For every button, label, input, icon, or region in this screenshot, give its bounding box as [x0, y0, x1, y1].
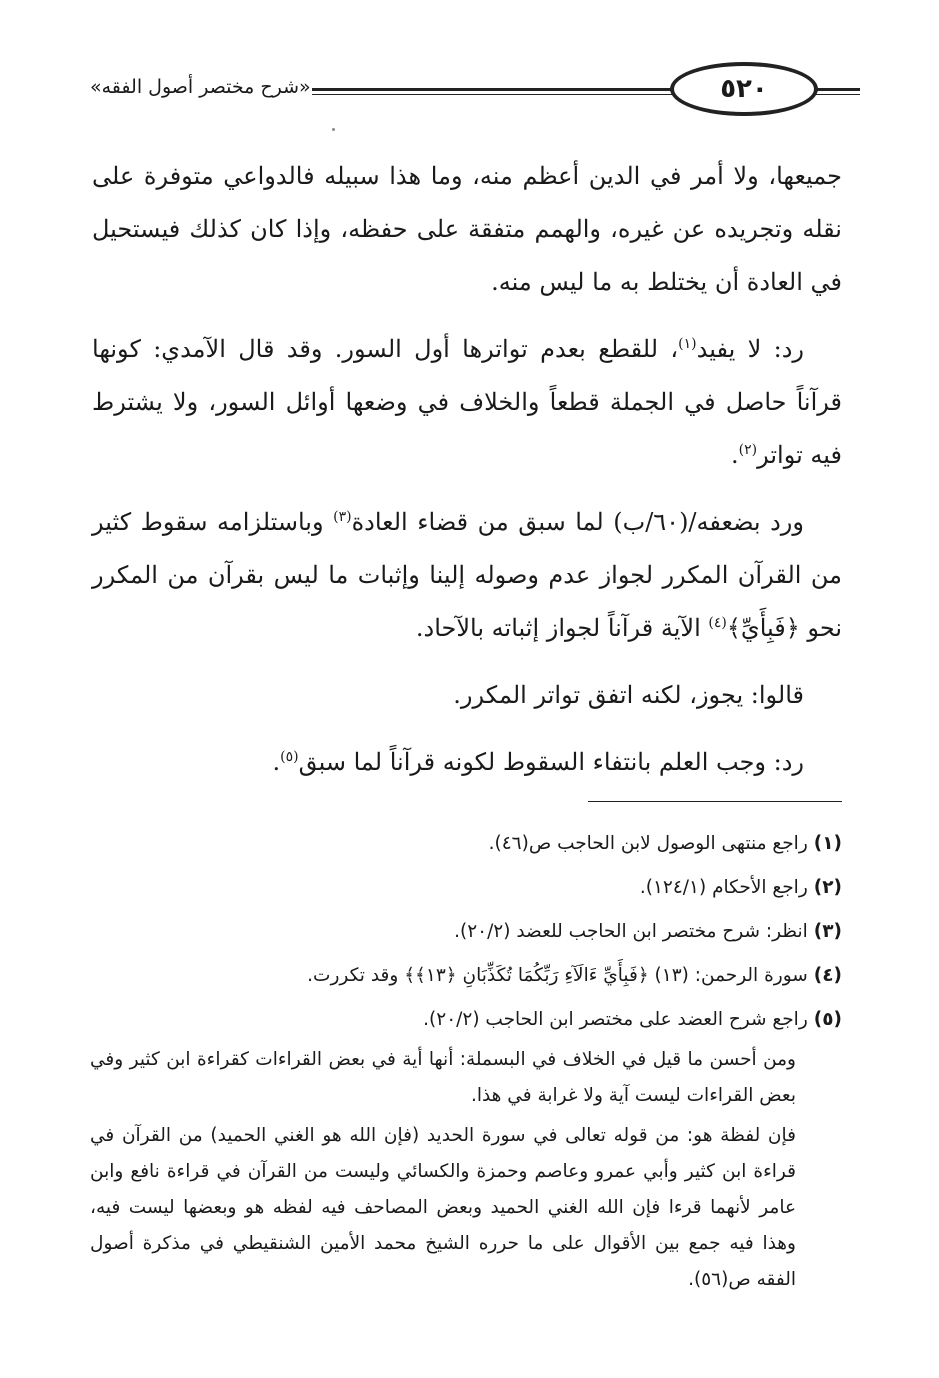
- footnote-text: سورة الرحمن: (١٣) ﴿فَبِأَيِّ ءَالَآءِ رَبِّكُمَا تُكَذِّبَانِ ﴿١٣﴾﴾ وقد تكررت.: [307, 965, 808, 986]
- running-title: «شرح مختصر أصول الفقه»: [90, 76, 311, 98]
- footnotes: [90, 822, 842, 1302]
- footnote-text: راجع شرح العضد على مختصر ابن الحاجب (٢٠/٢).: [423, 1009, 808, 1030]
- paragraph-3-part-b: وباستلزامه سقوط كثير من القرآن المكرر لجواز عدم وصوله إلينا وإثبات ما ليس بقرآن من المكرر نحو ﴿فَبِأَيِّ﴾: [92, 508, 842, 642]
- footnote-5-note: [90, 1042, 796, 1298]
- footnote-ref-5: (٥): [280, 749, 299, 765]
- paragraph-4: قالوا: يجوز، لكنه اتفق تواتر المكرر.: [453, 681, 804, 709]
- footnote-ref-2: (٢): [738, 442, 758, 458]
- footnote-text: انظر: شرح مختصر ابن الحاجب للعضد (٢٠/٢).: [454, 921, 808, 942]
- footnote-number: (٢): [813, 877, 842, 898]
- paragraph-3-part-c: الآية قرآناً لجواز إثباته بالآحاد.: [415, 614, 709, 642]
- paragraph-1: جميعها، ولا أمر في الدين أعظم منه، وما هذا سبيله فالدواعي متوفرة على نقله وتجريده عن غيره، والهمم متفقة على حفظه، وإذا كان كذلك فيستحيل في العادة أن يختلط به ما ليس منه.: [92, 162, 842, 296]
- print-speck: [332, 128, 335, 131]
- paragraph-5: [92, 736, 842, 789]
- paragraph-3: [92, 496, 842, 655]
- footnote-number: (٣): [813, 921, 842, 942]
- page-header: [90, 62, 842, 122]
- paragraph-2-part-a: رد: لا يفيد: [696, 335, 805, 363]
- main-text: [92, 150, 842, 803]
- footnote-5: [90, 998, 842, 1042]
- footnote-separator: [588, 801, 842, 802]
- paragraph-2: [92, 323, 842, 482]
- page-number: ٥٢٠: [670, 62, 818, 116]
- footnote-3: [90, 910, 842, 954]
- footnote-number: (١): [813, 833, 842, 854]
- paragraph-5-part-b: .: [272, 748, 281, 776]
- footnote-1: [90, 822, 842, 866]
- paragraph-5-part-a: رد: وجب العلم بانتفاء السقوط لكونه قرآناً لما سبق: [298, 748, 804, 776]
- footnote-ref-3: (٣): [333, 509, 352, 525]
- footnote-text: راجع منتهى الوصول لابن الحاجب ص(٤٦).: [488, 833, 808, 854]
- footnote-text: راجع الأحكام (١٢٤/١).: [639, 877, 808, 898]
- footnote-number: (٥): [813, 1009, 842, 1030]
- footnote-note-paragraph-1: ومن أحسن ما قيل في الخلاف في البسملة: أنها أية في بعض القراءات كقراءة ابن كثير وفي بعض القراءات ليست آية ولا غرابة في هذا.: [90, 1049, 796, 1106]
- paragraph-2-part-c: .: [731, 441, 739, 469]
- footnote-number: (٤): [813, 965, 842, 986]
- footnote-2: [90, 866, 842, 910]
- footnote-4: [90, 954, 842, 998]
- paragraph-3-part-a: ورد بضعفه/(٦٠/ب) لما سبق من قضاء العادة: [351, 508, 804, 536]
- footnote-note-paragraph-2: فإن لفظة هو: من قوله تعالى في سورة الحديد (فإن الله هو الغني الحميد) من القرآن في قراءة ابن كثير وأبي عمرو وعاصم وحمزة والكسائي وليست من القرآن في قراءة نافع وابن عامر لأنهما قرءا فإن الله الغني الحميد وبعض المصاحف فيه لفظه هو وبعضها ليست فيه، وهذا فيه جمع بين الأقوال على ما حرره الشيخ محمد الأمين الشنقيطي في مذكرة أصول الفقه ص(٥٦).: [90, 1125, 796, 1290]
- footnote-ref-4: (٤): [708, 615, 727, 631]
- footnote-ref-1: (١): [678, 336, 697, 352]
- paragraph-2-part-b: ، للقطع بعدم تواترها أول السور. وقد قال الآمدي: كونها قرآناً حاصل في الجملة قطعاً والخلاف في وضعها أوائل السور، ولا يشترط فيه تواتر: [92, 335, 842, 469]
